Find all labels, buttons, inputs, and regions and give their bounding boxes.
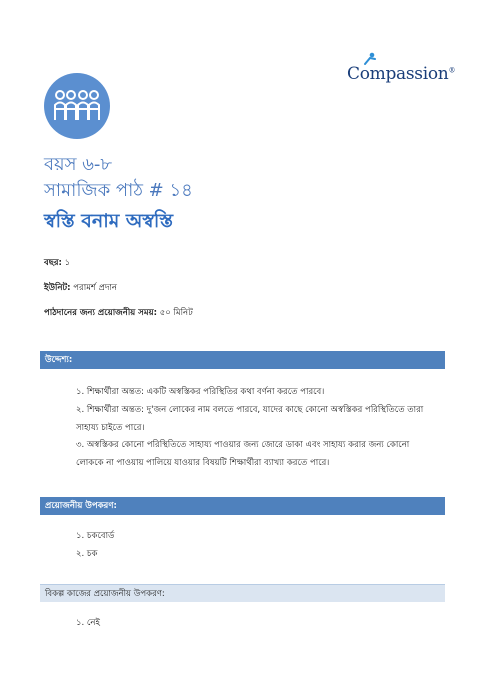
compassion-logo bbox=[345, 52, 456, 92]
page-title: স্বস্তি বনাম অস্বস্তি bbox=[44, 210, 173, 232]
material-item: ১. চকবোর্ড bbox=[76, 531, 115, 541]
objective-item: ৩. অস্বস্তিকর কোনো পরিস্থিতিতে সাহায্য পাওয়ার জন্য জোরে ডাকা এবং সাহায্য করার জন্য কোনো লোককে না পাওয়ায় পালিয়ে যাওয়ার বিষয়টি শিক্ষার্থীরা ব্যাখ্যা করতে পারে। bbox=[76, 440, 410, 468]
materials-heading: প্রয়োজনীয় উপকরণ: bbox=[40, 497, 445, 515]
age-range: বয়স ৬-৮ bbox=[44, 154, 113, 175]
objective-item: ২. শিক্ষার্থীরা অন্তত: দু'জন লোকের নাম বলতে পারবে, যাদের কাছে কোনো অস্বস্তিকর পরিস্থিতিতে তারা সাহায্য চাইতে পারে। bbox=[76, 405, 424, 433]
objectives-heading: উদ্দেশ্য: bbox=[40, 351, 445, 369]
children-group-icon bbox=[44, 73, 110, 139]
brand-name: Compassion® bbox=[347, 64, 456, 84]
lesson-number: সামাজিক পাঠ # ১৪ bbox=[44, 180, 193, 201]
alt-material-item: ১. নেই bbox=[76, 618, 100, 628]
unit-row: ইউনিট: পরামর্শ প্রদান bbox=[44, 283, 117, 293]
time-row: পাঠদানের জন্য প্রয়োজনীয় সময়: ৫০ মিনিট bbox=[44, 308, 193, 318]
objective-item: ১. শিক্ষার্থীরা অন্তত: একটি অস্বস্তিকর পরিস্থিতির কথা বর্ণনা করতে পারবে। bbox=[76, 387, 325, 397]
year-row: বছর: ১ bbox=[44, 258, 71, 268]
people-icon bbox=[52, 86, 102, 126]
material-item: ২. চক bbox=[76, 549, 98, 559]
alt-materials-heading: বিকল্প কাজের প্রয়োজনীয় উপকরণ: bbox=[40, 584, 445, 602]
